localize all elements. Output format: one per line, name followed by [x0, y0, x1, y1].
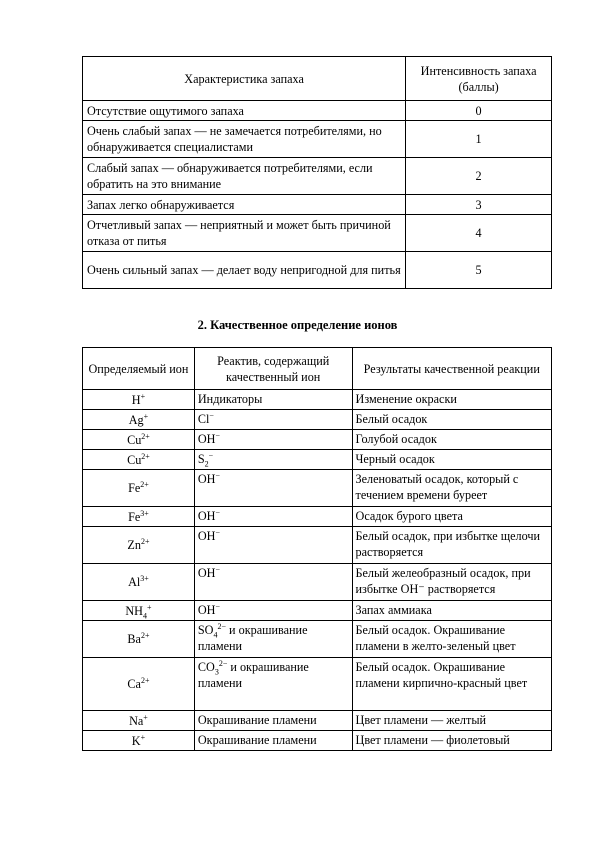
ion-cell	[83, 470, 195, 507]
odor-header-characteristic: Характеристика запаха	[83, 57, 406, 101]
result-cell: Запах аммиака	[352, 601, 551, 621]
odor-row	[83, 158, 552, 195]
result-cell: Цвет пламени — фиолетовый	[352, 731, 551, 751]
reagent-cell	[194, 601, 352, 621]
reagent-note: и окрашивание пламени	[197, 623, 308, 653]
ion-cell	[83, 658, 195, 711]
ion-symbol: K	[131, 733, 141, 748]
odor-header-intensity: Интенсивность запаха (баллы)	[406, 57, 552, 101]
reagent-text: OH	[197, 472, 216, 486]
reagent-cell	[194, 450, 352, 470]
ion-row	[83, 410, 552, 430]
reagent-note: и окрашивание пламени	[197, 660, 309, 690]
result-cell: Белый желеобразный осадок, при избытке OH⁻ растворяется	[352, 564, 551, 601]
ion-charge: +	[140, 391, 146, 401]
ion-header-result: Результаты качественной реакции	[352, 348, 551, 390]
ion-row	[83, 601, 552, 621]
reagent-cell	[194, 507, 352, 527]
reagent-cell	[194, 390, 352, 410]
ion-symbol: Fe	[128, 509, 141, 524]
ion-row	[83, 430, 552, 450]
ion-charge: 2+	[141, 431, 150, 441]
reagent-text: CO	[197, 660, 215, 674]
ion-cell	[83, 410, 195, 430]
odor-desc: Очень сильный запах — делает воду непригодной для питья	[83, 252, 406, 289]
ion-row	[83, 564, 552, 601]
result-cell: Черный осадок	[352, 450, 551, 470]
reagent-text: OH	[197, 603, 216, 617]
reagent-cell	[194, 621, 352, 658]
ion-symbol: H	[131, 392, 141, 407]
odor-score: 5	[406, 252, 552, 289]
odor-intensity-table	[82, 56, 552, 289]
ion-table-header	[83, 348, 552, 390]
reagent-text: SO	[197, 623, 214, 637]
odor-row	[83, 121, 552, 158]
ion-symbol: Al	[128, 575, 141, 589]
odor-score: 0	[406, 101, 552, 121]
odor-row	[83, 195, 552, 215]
odor-score: 3	[406, 195, 552, 215]
reagent-text: OH	[197, 432, 216, 446]
odor-table-header	[83, 57, 552, 101]
reagent-charge: 2−	[218, 658, 228, 668]
ion-symbol: Ag	[128, 412, 144, 427]
result-cell: Белый осадок, при избытке щелочи растворяется	[352, 527, 551, 564]
ion-identification-table	[82, 347, 552, 751]
ion-symbol: Na	[129, 713, 144, 728]
reagent-charge: −	[208, 450, 214, 460]
result-cell: Зеленоватый осадок, который с течением времени буреет	[352, 470, 551, 507]
ion-row	[83, 658, 552, 711]
ion-cell	[83, 527, 195, 564]
ion-cell	[83, 507, 195, 527]
ion-charge: +	[140, 732, 146, 742]
ion-row	[83, 527, 552, 564]
odor-row	[83, 215, 552, 252]
reagent-cell	[194, 564, 352, 601]
reagent-text: Окрашивание пламени	[197, 713, 317, 727]
ion-cell	[83, 564, 195, 601]
ion-charge: +	[143, 712, 148, 722]
reagent-text: Индикаторы	[197, 392, 263, 406]
reagent-subscript: 2	[204, 459, 209, 469]
ion-symbol: Cu	[127, 432, 142, 447]
ion-row	[83, 390, 552, 410]
ion-cell	[83, 430, 195, 450]
odor-desc: Отчетливый запах — неприятный и может быть причиной отказа от питья	[83, 215, 406, 252]
ion-subscript: 4	[142, 610, 147, 620]
reagent-text: OH	[197, 529, 216, 543]
odor-desc: Слабый запах — обнаруживается потребителями, если обратить на это внимание	[83, 158, 406, 195]
odor-row	[83, 252, 552, 289]
ion-cell	[83, 450, 195, 470]
reagent-cell	[194, 410, 352, 430]
ion-row	[83, 731, 552, 751]
ion-charge: 2+	[141, 451, 150, 461]
ion-cell	[83, 731, 195, 751]
ion-cell	[83, 711, 195, 731]
reagent-charge: −	[209, 410, 214, 420]
odor-desc: Очень слабый запах — не замечается потребителями, но обнаруживается специалистами	[83, 121, 406, 158]
reagent-cell	[194, 731, 352, 751]
ion-charge: +	[146, 602, 152, 612]
odor-score: 4	[406, 215, 552, 252]
reagent-text: S	[197, 452, 205, 466]
odor-row	[83, 101, 552, 121]
reagent-cell	[194, 658, 352, 711]
ion-symbol: Ca	[127, 677, 141, 691]
section-title: 2. Качественное определение ионов	[197, 318, 398, 332]
reagent-cell	[194, 711, 352, 731]
result-cell: Белый осадок	[352, 410, 551, 430]
ion-charge: 2+	[140, 536, 150, 546]
reagent-charge: −	[215, 470, 220, 480]
reagent-cell	[194, 527, 352, 564]
reagent-text: OH	[197, 566, 216, 580]
reagent-charge: 2−	[217, 621, 226, 631]
ion-charge: 2+	[140, 479, 149, 489]
ion-charge: 3+	[140, 508, 149, 518]
result-cell: Белый осадок. Окрашивание пламени в желто-зеленый цвет	[352, 621, 551, 658]
odor-score: 2	[406, 158, 552, 195]
result-cell: Цвет пламени — желтый	[352, 711, 551, 731]
reagent-text: OH	[197, 509, 216, 523]
ion-symbol: Zn	[127, 538, 141, 552]
reagent-subscript: 3	[214, 667, 219, 677]
result-cell: Голубой осадок	[352, 430, 551, 450]
reagent-charge: −	[215, 430, 220, 440]
odor-desc: Отсутствие ощутимого запаха	[83, 101, 406, 121]
ion-cell	[83, 390, 195, 410]
ion-cell	[83, 621, 195, 658]
reagent-charge: −	[215, 507, 220, 517]
ion-symbol: NH	[125, 603, 143, 618]
reagent-subscript: 4	[213, 630, 218, 640]
reagent-cell	[194, 470, 352, 507]
ion-row	[83, 507, 552, 527]
result-cell: Изменение окраски	[352, 390, 551, 410]
ion-row	[83, 711, 552, 731]
ion-row	[83, 450, 552, 470]
reagent-text: Окрашивание пламени	[197, 733, 317, 747]
reagent-charge: −	[215, 564, 220, 574]
ion-charge: 2+	[140, 630, 150, 640]
reagent-cell	[194, 430, 352, 450]
ion-symbol: Cu	[127, 452, 142, 467]
ion-symbol: Fe	[128, 481, 141, 495]
odor-score: 1	[406, 121, 552, 158]
ion-row	[83, 470, 552, 507]
reagent-charge: −	[215, 527, 220, 537]
reagent-charge: −	[215, 601, 220, 611]
result-cell: Белый осадок. Окрашивание пламени кирпично-красный цвет	[352, 658, 551, 711]
ion-charge: 3+	[140, 573, 149, 583]
ion-row	[83, 621, 552, 658]
ion-header-ion: Определяемый ион	[83, 348, 195, 390]
ion-charge: +	[143, 411, 149, 421]
ion-charge: 2+	[140, 675, 150, 685]
reagent-text: Cl	[197, 412, 210, 426]
ion-cell	[83, 601, 195, 621]
ion-symbol: Ba	[127, 632, 141, 646]
result-cell: Осадок бурого цвета	[352, 507, 551, 527]
ion-header-reagent: Реактив, содержащий качественный ион	[194, 348, 352, 390]
odor-desc: Запах легко обнаруживается	[83, 195, 406, 215]
